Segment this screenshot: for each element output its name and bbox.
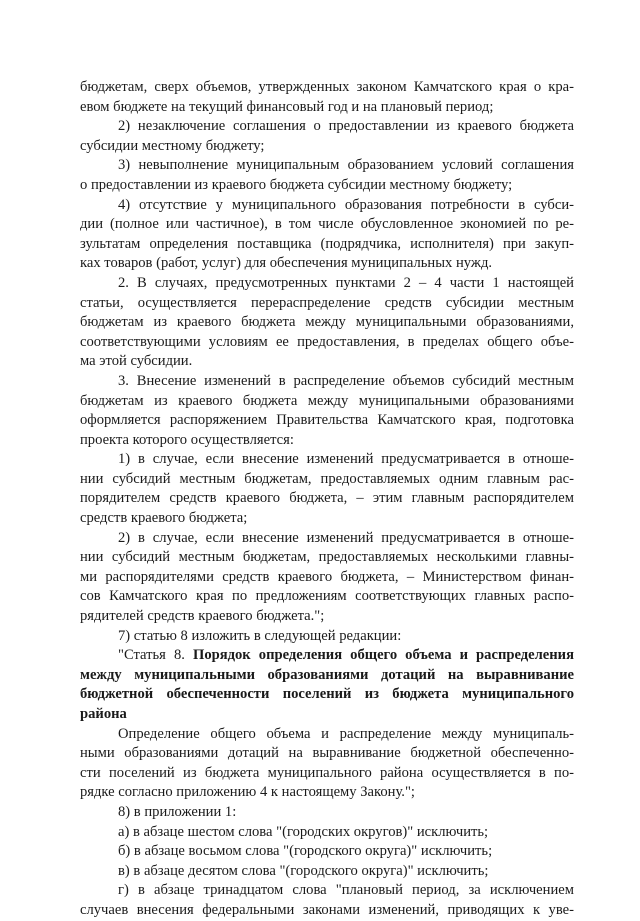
- text-line: субсидии местному бюджету;: [80, 137, 265, 154]
- text-line: бюджетам из краевого бюджета между муниципальными образованиями: [80, 392, 574, 409]
- text-line: бюджетной обеспеченности поселений из бюджета муниципального: [80, 686, 574, 703]
- text-line: бюджетам из краевого бюджета между муниципальными образованиями,: [80, 314, 574, 331]
- text-line: б) в абзаце восьмом слова "(городского округа)" исключить;: [118, 843, 493, 860]
- text-line: порядителем средств краевого бюджета, – этим главным распорядителем: [80, 490, 574, 507]
- text-line: 3) невыполнение муниципальным образованием условий соглашения: [118, 157, 574, 174]
- text-line: 3. Внесение изменений в распределение объемов субсидий местным: [118, 372, 574, 389]
- text-line: 7) статью 8 изложить в следующей редакции:: [118, 627, 402, 644]
- text-line: ными образованиями дотаций на выравнивание бюджетной обеспеченно-: [80, 745, 574, 762]
- text-line: нии субсидий местным бюджетам, предоставляемых одним главным рас-: [80, 470, 574, 487]
- text-line: 4) отсутствие у муниципального образования потребности в субси-: [118, 196, 574, 213]
- text-line: Определение общего объема и распределение между муниципаль-: [118, 725, 574, 742]
- document-text: [80, 78, 574, 921]
- text-line: ма этой субсидии.: [80, 353, 193, 370]
- text-line: оформляется распоряжением Правительства Камчатского края, подготовка: [80, 412, 574, 429]
- text-line: зультатам определения поставщика (подрядчика, исполнителя) при закуп-: [80, 235, 574, 252]
- text-line: ми распорядителями средств краевого бюджета, – Министерством финан-: [80, 568, 574, 585]
- text-line: "Статья 8. Порядок определения общего объема и распределения: [118, 647, 574, 664]
- text-line: ках товаров (работ, услуг) для обеспечения муниципальных нужд.: [80, 255, 493, 272]
- text-line: проекта которого осуществляется:: [80, 431, 294, 448]
- text-line: района: [80, 706, 127, 722]
- text-line: дии (полное или частичное), в том числе обусловленное экономией по ре-: [80, 216, 574, 233]
- text-line: нии субсидий местным бюджетам, предоставляемых несколькими главны-: [80, 549, 574, 566]
- text-line: а) в абзаце шестом слова "(городских округов)" исключить;: [118, 823, 489, 840]
- text-line: бюджетам, сверх объемов, утвержденных законом Камчатского края о кра-: [80, 79, 574, 95]
- text-line: статьи, осуществляется перераспределение средств субсидии местным: [80, 294, 574, 311]
- text-line: рядителей средств краевого бюджета.";: [80, 608, 325, 625]
- text-line: между муниципальными образованиями дотаций на выравнивание: [80, 666, 574, 683]
- text-line: соответствующими условиям ее предоставления, в пределах общего объе-: [80, 333, 574, 350]
- text-line: рядке согласно приложению 4 к настоящему Закону.";: [80, 784, 415, 801]
- text-line: в) в абзаце десятом слова "(городского округа)" исключить;: [118, 862, 489, 879]
- text-line: случаев внесения федеральными законами изменений, приводящих к уве-: [80, 901, 574, 918]
- text-line: сов Камчатского края по предложениям соответствующих главных распо-: [80, 588, 574, 605]
- text-line: средств краевого бюджета;: [80, 510, 248, 527]
- text-line: сти поселений из бюджета муниципального района осуществляется в по-: [80, 764, 574, 781]
- text-line: 2) в случае, если внесение изменений предусматривается в отноше-: [118, 529, 574, 546]
- text-line: г) в абзаце тринадцатом слова "плановый период, за исключением: [118, 882, 574, 899]
- text-line: 2. В случаях, предусмотренных пунктами 2 – 4 части 1 настоящей: [118, 274, 574, 291]
- text-line: 1) в случае, если внесение изменений предусматривается в отноше-: [118, 451, 574, 468]
- text-line: о предоставлении из краевого бюджета субсидии местному бюджету;: [80, 176, 513, 193]
- text-line: евом бюджете на текущий финансовый год и на плановый период;: [80, 98, 494, 115]
- text-line: 2) незаключение соглашения о предоставлении из краевого бюджета: [118, 118, 574, 135]
- text-line: 8) в приложении 1:: [118, 803, 237, 820]
